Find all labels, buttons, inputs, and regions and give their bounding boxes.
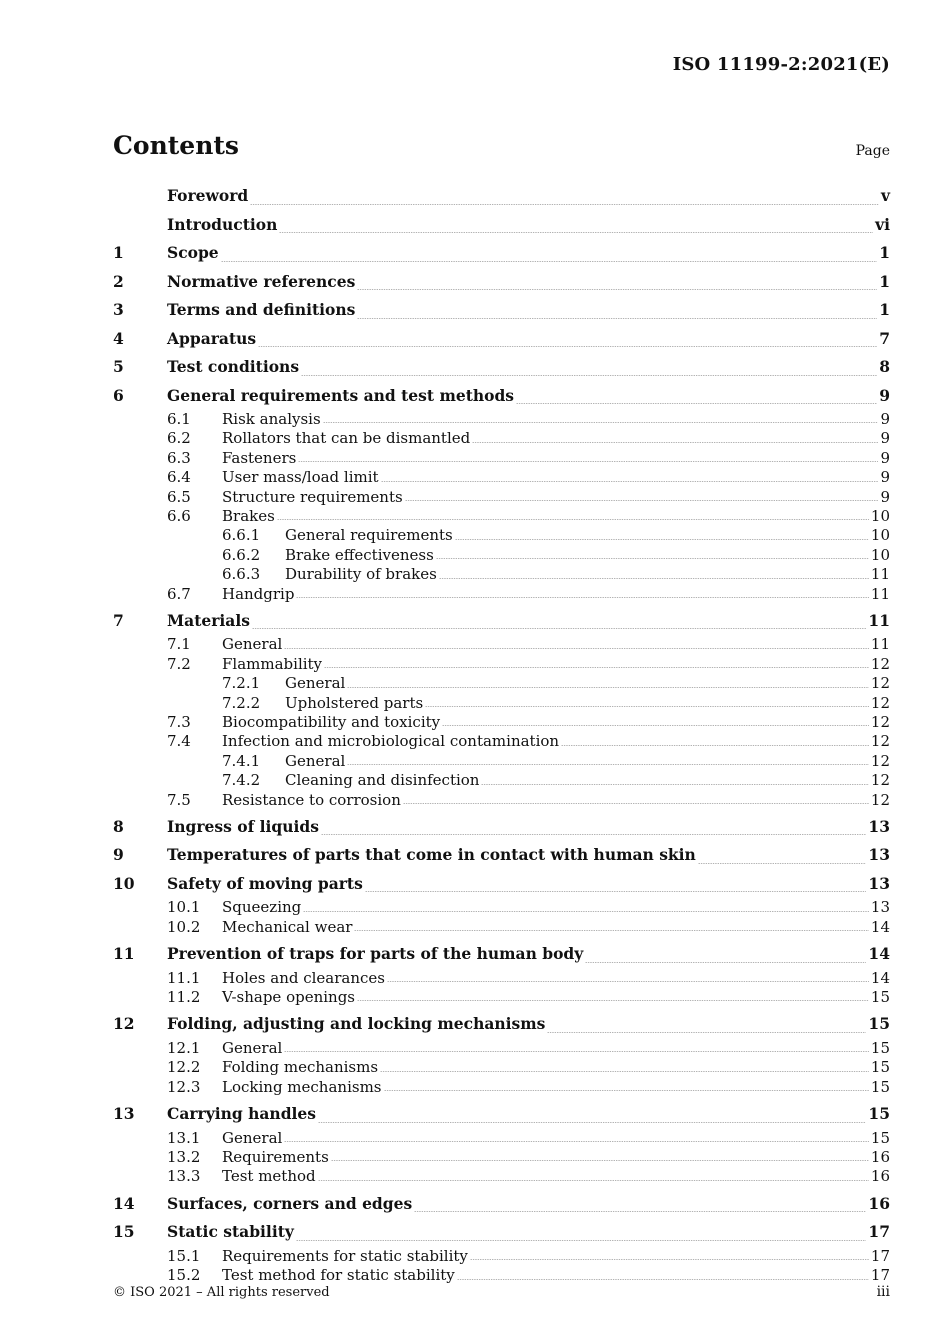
toc-entry-page: 10 (870, 545, 890, 564)
toc-entry-page: 9 (880, 410, 890, 428)
toc-entry-label: Scope (167, 243, 219, 262)
toc-entry-label: General (222, 635, 283, 654)
toc-entry-number: 6.6.2 (222, 545, 261, 564)
toc-entry-number: 6.1 (167, 410, 191, 428)
toc-dot-leader (323, 422, 879, 423)
toc-entry-label: Fasteners (222, 448, 297, 467)
toc-dot-leader (357, 318, 877, 319)
toc-entry-label: Normative references (167, 271, 356, 291)
toc-entry-page: 12 (870, 654, 890, 673)
toc-entry[interactable] (113, 546, 890, 565)
toc-entry[interactable] (113, 635, 890, 654)
toc-dot-leader (331, 1160, 869, 1161)
toc-entry-number: 13 (113, 1104, 135, 1124)
toc-entry-number: 7.2.2 (222, 693, 261, 712)
toc-dot-leader (296, 1240, 867, 1241)
toc-entry[interactable] (113, 526, 890, 545)
toc-entry-page: 11 (870, 565, 890, 584)
toc-entry[interactable] (113, 268, 890, 297)
toc-entry-label: Biocompatibility and toxicity (222, 712, 441, 731)
toc-entry[interactable] (113, 918, 890, 937)
toc-entry-number: 10.2 (167, 917, 201, 936)
toc-entry-label: Static stability (167, 1222, 294, 1242)
toc-entry-page: 14 (870, 968, 890, 987)
document-id: ISO 11199-2:2021(E) (672, 54, 890, 75)
toc-entry-label: General (285, 751, 346, 770)
toc-entry[interactable] (113, 898, 890, 917)
toc-entry-page: 9 (880, 448, 890, 467)
toc-dot-leader (380, 1071, 869, 1072)
toc-entry-number: 6.6.3 (222, 565, 261, 584)
toc-entry-number: 6.7 (167, 584, 191, 603)
toc-entry[interactable] (113, 1010, 890, 1039)
table-of-contents (113, 182, 890, 1286)
toc-entry-label: General requirements (285, 526, 453, 545)
toc-entry[interactable] (113, 1148, 890, 1167)
toc-dot-leader (387, 981, 869, 982)
toc-entry-label: V-shape openings (222, 988, 356, 1007)
toc-entry-page: 12 (870, 693, 890, 712)
toc-dot-leader (354, 930, 868, 931)
toc-entry-page: 1 (879, 300, 890, 319)
toc-entry[interactable] (113, 325, 890, 354)
toc-entry-page: 14 (868, 944, 890, 964)
toc-entry-number: 7 (113, 610, 124, 630)
toc-entry[interactable] (113, 1218, 890, 1247)
toc-entry-label: Rollators that can be dismantled (222, 429, 471, 448)
toc-entry-number: 12.2 (167, 1058, 201, 1077)
footer-page-number: iii (876, 1284, 890, 1300)
toc-entry-page: 1 (879, 243, 890, 262)
toc-entry[interactable] (113, 507, 890, 526)
toc-entry-page: 12 (870, 732, 890, 751)
toc-dot-leader (481, 784, 868, 785)
toc-entry-label: Brakes (222, 506, 275, 525)
toc-entry-page: 8 (879, 357, 890, 376)
toc-entry-page: 9 (880, 429, 890, 448)
toc-entry[interactable] (113, 296, 890, 325)
toc-entry-number: 15.2 (167, 1266, 201, 1285)
toc-entry-page: 13 (868, 816, 890, 836)
toc-dot-leader (298, 461, 878, 462)
toc-entry-page: v (880, 186, 890, 205)
toc-entry-page: 11 (868, 610, 890, 630)
toc-entry[interactable] (113, 752, 890, 771)
toc-entry-label: General requirements and test methods (167, 385, 515, 405)
toc-entry-number: 7.2 (167, 654, 191, 673)
toc-entry-number: 9 (113, 845, 124, 865)
toc-entry-page: 15 (868, 1014, 890, 1034)
toc-entry[interactable] (113, 585, 890, 604)
toc-entry-label: Requirements (222, 1148, 329, 1167)
toc-dot-leader (284, 1141, 869, 1142)
toc-dot-leader (301, 375, 877, 376)
toc-dot-leader (425, 706, 869, 707)
toc-entry-number: 15.1 (167, 1246, 201, 1265)
toc-dot-leader (357, 289, 877, 290)
toc-entry-number: 11.1 (167, 968, 201, 987)
toc-entry-page: 17 (870, 1246, 890, 1265)
toc-entry-page: 15 (870, 1128, 890, 1147)
toc-entry-label: Apparatus (167, 328, 257, 348)
toc-entry-number: 6.4 (167, 468, 191, 487)
toc-entry-page: 15 (870, 1077, 890, 1096)
toc-entry-label: Temperatures of parts that come in contact with human skin (167, 845, 696, 865)
toc-dot-leader (384, 1090, 869, 1091)
toc-entry-page: 15 (870, 1038, 890, 1057)
toc-dot-leader (318, 1180, 869, 1181)
toc-entry[interactable] (113, 410, 890, 429)
toc-entry-label: Materials (167, 610, 250, 630)
toc-entry[interactable] (113, 870, 890, 899)
toc-entry-label: Structure requirements (222, 487, 403, 506)
toc-entry-number: 7.5 (167, 790, 191, 809)
toc-entry[interactable] (113, 732, 890, 751)
toc-dot-leader (457, 1279, 869, 1280)
toc-entry[interactable] (113, 940, 890, 969)
toc-entry-page: 12 (870, 771, 890, 790)
toc-entry-number: 7.4 (167, 732, 191, 751)
toc-dot-leader (365, 891, 867, 892)
toc-entry-page: 9 (880, 468, 890, 487)
toc-entry-label: General (222, 1038, 283, 1057)
toc-entry-page: 16 (868, 1193, 890, 1213)
toc-entry[interactable] (113, 694, 890, 713)
toc-entry-label: User mass/load limit (222, 468, 379, 487)
toc-entry[interactable] (113, 353, 890, 382)
toc-entry-number: 6.6 (167, 506, 191, 525)
toc-entry-page: 10 (870, 526, 890, 545)
toc-entry-label: Upholstered parts (285, 693, 424, 712)
toc-dot-leader (318, 1122, 866, 1123)
toc-entry-number: 7.2.1 (222, 674, 261, 693)
toc-entry-page: 15 (868, 1104, 890, 1124)
toc-dot-leader (347, 764, 869, 765)
toc-entry[interactable] (113, 791, 890, 810)
toc-entry[interactable] (113, 1129, 890, 1148)
toc-entry-page: 16 (870, 1167, 890, 1186)
toc-entry[interactable] (113, 713, 890, 732)
toc-dot-leader (324, 667, 869, 668)
toc-entry-page: 9 (879, 385, 890, 405)
toc-entry-page: 11 (870, 584, 890, 603)
toc-entry[interactable] (113, 969, 890, 988)
footer-copyright: © ISO 2021 – All rights reserved (113, 1285, 330, 1300)
toc-dot-leader (321, 834, 866, 835)
toc-dot-leader (455, 539, 869, 540)
toc-entry-number: 6.6.1 (222, 526, 261, 545)
toc-entry-number: 3 (113, 300, 124, 319)
toc-dot-leader (258, 346, 877, 347)
toc-dot-leader (277, 519, 869, 520)
toc-dot-leader (470, 1259, 869, 1260)
toc-dot-leader (516, 403, 877, 404)
toc-dot-leader (472, 442, 878, 443)
toc-entry[interactable] (113, 449, 890, 468)
toc-entry[interactable] (113, 429, 890, 448)
toc-dot-leader (442, 725, 869, 726)
toc-entry[interactable] (113, 1247, 890, 1266)
toc-entry-label: Surfaces, corners and edges (167, 1193, 413, 1213)
toc-entry[interactable] (113, 813, 890, 842)
toc-entry-number: 12.3 (167, 1077, 201, 1096)
toc-entry[interactable] (113, 607, 890, 636)
toc-entry-page: 13 (868, 845, 890, 865)
toc-entry[interactable] (113, 1058, 890, 1077)
toc-entry-page: 9 (880, 487, 890, 506)
toc-dot-leader (357, 1000, 869, 1001)
toc-entry[interactable] (113, 382, 890, 411)
toc-dot-leader (561, 745, 869, 746)
toc-entry[interactable] (113, 1167, 890, 1186)
toc-entry-label: Holes and clearances (222, 968, 385, 987)
toc-entry-label: Folding mechanisms (222, 1058, 379, 1077)
toc-entry-label: Handgrip (222, 584, 295, 603)
toc-dot-leader (585, 962, 866, 963)
toc-entry-number: 1 (113, 243, 124, 262)
toc-entry-page: 17 (868, 1222, 890, 1242)
toc-entry-label: Brake effectiveness (285, 545, 434, 564)
toc-entry[interactable] (113, 182, 890, 211)
toc-entry[interactable] (113, 1190, 890, 1219)
toc-entry-number: 13.3 (167, 1167, 201, 1186)
toc-entry-label: Folding, adjusting and locking mechanisms (167, 1014, 546, 1034)
toc-entry[interactable] (113, 1039, 890, 1058)
toc-entry-page: 17 (870, 1266, 890, 1285)
toc-entry-page: 13 (870, 898, 890, 917)
toc-entry-page: 10 (870, 506, 890, 525)
toc-entry-number: 6.2 (167, 429, 191, 448)
toc-entry-number: 7.4.2 (222, 771, 261, 790)
toc-dot-leader (252, 628, 866, 629)
toc-entry-label: Test method for static stability (222, 1266, 455, 1285)
toc-entry-page: 7 (879, 328, 890, 348)
toc-entry-label: General (222, 1128, 283, 1147)
toc-entry-page: 14 (870, 917, 890, 936)
toc-entry-page: 13 (868, 873, 890, 893)
toc-entry[interactable] (113, 1266, 890, 1285)
toc-entry-label: Flammability (222, 654, 323, 673)
toc-entry-number: 12 (113, 1014, 135, 1034)
toc-entry[interactable] (113, 468, 890, 487)
toc-entry-label: Mechanical wear (222, 917, 353, 936)
toc-entry[interactable] (113, 565, 890, 584)
toc-entry[interactable] (113, 988, 890, 1007)
toc-entry-label: Infection and microbiological contamination (222, 732, 560, 751)
toc-entry[interactable] (113, 488, 890, 507)
toc-entry-label: Foreword (167, 186, 249, 205)
toc-entry-page: 12 (870, 674, 890, 693)
page-title: Contents (113, 131, 240, 160)
toc-entry-label: Cleaning and disinfection (285, 771, 480, 790)
toc-entry-page: 12 (870, 712, 890, 731)
toc-entry-label: Squeezing (222, 898, 302, 917)
toc-entry[interactable] (113, 655, 890, 674)
toc-dot-leader (405, 500, 879, 501)
toc-entry-label: Carrying handles (167, 1104, 317, 1124)
toc-entry[interactable] (113, 1100, 890, 1129)
toc-entry-label: Test method (222, 1167, 316, 1186)
toc-entry-number: 4 (113, 328, 124, 348)
toc-entry-label: Safety of moving parts (167, 873, 363, 893)
toc-entry-label: Risk analysis (222, 410, 321, 428)
toc-entry-number: 10.1 (167, 898, 201, 917)
toc-entry-number: 10 (113, 873, 135, 893)
toc-entry-number: 7.1 (167, 635, 191, 654)
toc-entry[interactable] (113, 239, 890, 268)
toc-entry-number: 15 (113, 1222, 135, 1242)
toc-entry-page: 12 (870, 790, 890, 809)
toc-entry-number: 13.1 (167, 1128, 201, 1147)
toc-dot-leader (296, 597, 868, 598)
toc-entry-number: 6 (113, 385, 124, 405)
toc-entry-label: Durability of brakes (285, 565, 437, 584)
toc-entry-number: 11.2 (167, 988, 201, 1007)
toc-entry[interactable] (113, 841, 890, 870)
toc-entry-label: Prevention of traps for parts of the human body (167, 944, 584, 964)
toc-entry[interactable] (113, 771, 890, 790)
toc-dot-leader (439, 578, 869, 579)
toc-dot-leader (221, 261, 878, 262)
toc-dot-leader (279, 232, 873, 233)
toc-entry-page: 12 (870, 751, 890, 770)
toc-dot-leader (284, 648, 869, 649)
toc-dot-leader (284, 1051, 869, 1052)
toc-entry-number: 6.5 (167, 487, 191, 506)
toc-entry-number: 7.3 (167, 712, 191, 731)
toc-entry-number: 5 (113, 357, 124, 376)
toc-entry-label: Introduction (167, 214, 278, 234)
toc-entry-page: 15 (870, 988, 890, 1007)
toc-dot-leader (250, 204, 879, 205)
toc-entry-number: 6.3 (167, 448, 191, 467)
toc-dot-leader (347, 687, 869, 688)
toc-entry-number: 7.4.1 (222, 751, 261, 770)
toc-entry-label: Resistance to corrosion (222, 790, 401, 809)
page-column-label: Page (855, 143, 890, 159)
toc-entry-number: 13.2 (167, 1148, 201, 1167)
toc-entry-number: 2 (113, 271, 124, 291)
toc-entry-label: General (285, 674, 346, 693)
toc-entry[interactable] (113, 1078, 890, 1097)
toc-dot-leader (436, 558, 869, 559)
toc-entry-page: 11 (870, 635, 890, 654)
toc-entry-number: 14 (113, 1193, 135, 1213)
toc-dot-leader (414, 1211, 866, 1212)
toc-dot-leader (381, 481, 879, 482)
toc-dot-leader (403, 803, 869, 804)
toc-entry[interactable] (113, 674, 890, 693)
toc-dot-leader (303, 911, 869, 912)
toc-dot-leader (547, 1032, 866, 1033)
toc-entry-page: 15 (870, 1058, 890, 1077)
toc-entry-label: Test conditions (167, 357, 300, 376)
toc-dot-leader (698, 863, 867, 864)
toc-entry-number: 8 (113, 816, 124, 836)
toc-entry-number: 11 (113, 944, 135, 964)
toc-entry[interactable] (113, 211, 890, 240)
toc-entry-label: Locking mechanisms (222, 1077, 382, 1096)
toc-entry-label: Requirements for static stability (222, 1246, 468, 1265)
toc-entry-label: Terms and definitions (167, 300, 356, 319)
toc-entry-page: vi (875, 214, 890, 234)
toc-entry-page: 1 (879, 271, 890, 291)
toc-entry-number: 12.1 (167, 1038, 201, 1057)
toc-entry-label: Ingress of liquids (167, 816, 319, 836)
toc-entry-page: 16 (870, 1148, 890, 1167)
